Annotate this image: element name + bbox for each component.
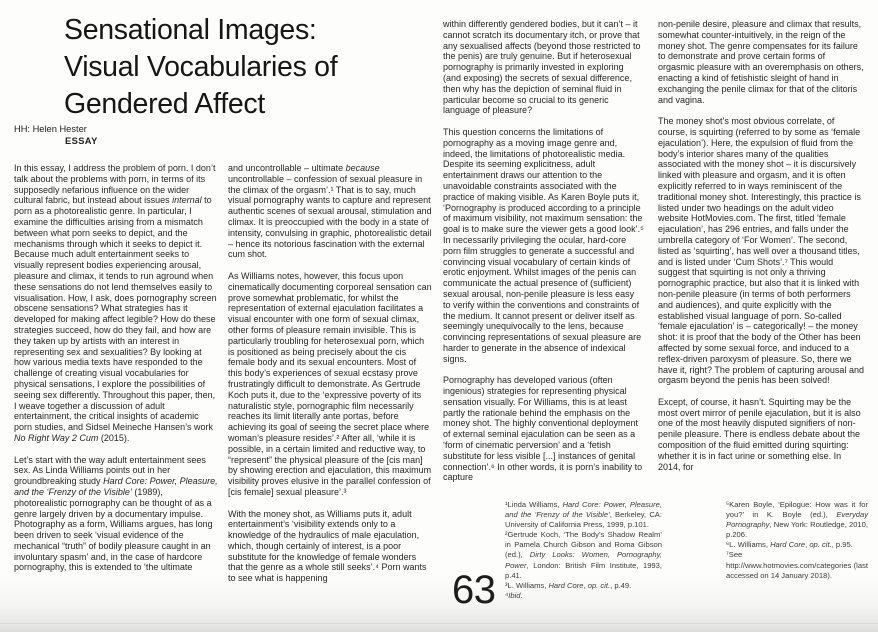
paragraph: As Williams notes, however, this focus upon cinematically documenting corporeal sensation can prove somewhat problematic, for whilst the representation of external ejaculation facilitates a visual encounter with one form of sexual climax, other forms of pleasure remain invisible. This is particularly troubling for heterosexual porn, which is positioned as being precisely about the cis female body and its sexual encounters. Most of this body’s experiences of sexual ecstasy prove frustratingly difficult to demonstrate. As Gertrude Koch puts it, due to the ‘expressive poverty of its naturalistic style, pornographic film necessarily reaches its limit literally ante portas, before achieving its goal of seeing the secret place where woman’s pleasure resides’.² After all, ‘while it is possible, in a certain limited and reductive way, to “represent” the physical pleasure of the [cis man] by showing erection and ejaculation, this maximum visibility proves elusive in the parallel confession of [cis female] sexual pleasure’.³ [228,270,432,497]
footnote: ⁵Karen Boyle, ‘Epilogue: How was it for you?’ in K. Boyle (ed.), Everyday Pornography, New York: Routledge, 2010, p.206. [726,500,868,540]
paragraph: Let’s start with the way adult entertainment sees sex. As Linda Williams points out in her groundbreaking study Hard Core: Power, Pleasure, and the ‘Frenzy of the Visible’ (1989), photorealistic pornography can be thought of as a genre largely driven by a documentary impulse. Photography as a form, Williams argues, has long been driven to seek ‘visual evidence of the mechanical “truth” of bodily pleasure caught in an involuntary spasm’ and, in the case of hardcore pornography, this is extended to ‘the ultimate [14,454,218,573]
page-title [64,12,484,123]
paragraph: non-penile desire, pleasure and climax that results, somewhat counter-intuitively, in the reign of the money shot. The genre compensates for its failure to demonstrate and prove certain forms of orgasmic pleasure with an overemphasis on others, enacting a kind of fetishistic sleight of hand in exchanging the penile climax for that of the clitoris and vagina. [658,19,864,105]
text-column-2 [228,163,432,595]
footnote: ¹Linda Williams, Hard Core: Power, Pleasure, and the ‘Frenzy of the Visible’, Berkeley, CA: University of California Press, 1999, p.101. [505,500,662,530]
paragraph: This question concerns the limitations of pornography as a moving image genre and, indeed, the limitations of photorealistic media. Despite its seeming explicitness, adult entertainment draws our attention to the unavoidable constraints associated with the practice of making visible. As Karen Boyle puts it, ‘Pornography is produced according to a principle of maximum visibility, not maximum sensation: the goal is to make sure the viewer gets a good look’.⁵ In necessarily privileging the ocular, hard-core porn film struggles to generate a successful and convincing visual vocabulary of certain kinds of erotic enjoyment. Whilst images of the penis can communicate the actual presence of (sufficient) sexual arousal, non-penile pleasure is less easy to verify within the conventions and constraints of the medium. It cannot present or deliver itself as seemingly unequivocally to the lens, because convincing representations of sexual pleasure are harder to generate in the absence of indexical signs. [443,126,644,364]
page-number: 63 [452,568,496,612]
footnote: ³L. Williams, Hard Core, op. cit., p.49. [505,580,632,590]
paragraph: The money shot’s most obvious correlate, of course, is squirting (referred to by some as ‘female ejaculation’). Here, the expulsion of fluid from the body’s interior shares many of the qualities associated with the money shot – it is discursively linked with pleasure and orgasm, and it is often explicitly referred to in ways reminiscent of the traditional money shot. Interestingly, this practice is listed under two headings on the adult video website HotMovies.com. The first, titled ‘female ejaculation’, has 296 entries, and falls under the umbrella category of ‘For Women’. The second, listed as ‘squirting’, has well over a thousand titles, and is listed under ‘Cum Shots’.⁷ This would suggest that squirting is not only a thriving pornographic practice, but also that it is linked with non-penile pleasure (in terms of both performers and audiences), and quite explicitly with the established visual language of porn. So-called ‘female ejaculation’ is – categorically! – the money shot: it is proof that the body of the Other has been affected by some sexual force, and induced to a reflex-driven paroxysm of pleasure. So, there we have it, right? The problem of capturing arousal and orgasm beyond the penis has been solved! [658,116,864,386]
footnotes-left [505,500,662,601]
text-column-3 [443,19,644,494]
paragraph: Pornography has developed various (often ingenious) strategies for representing physical sensation visually. For Williams, this is at least partly the rationale behind the emphasis on the money shot. The highly conventional deployment of external seminal ejaculation can be seen as a ‘form of cinematic perversion’ and a ‘fetish substitute for less visible [...] instances of genital connection’.⁶ In other words, it is porn’s inability to capture [443,375,643,483]
title-line-2: Visual Vocabularies of [64,51,338,83]
footnote: ²Gertrude Koch, ‘The Body’s Shadow Realm’ in Pamela Church Gibson and Roma Gibson (ed.), Dirty Looks: Women, Pornography, Power, London: British Film Institute, 1993, p.41. [505,530,662,580]
title-line-1: Sensational Images: [64,14,317,46]
footnote: ⁷See http://www.hotmovies.com/categories (last accessed on 14 January 2018). [726,550,868,580]
paragraph: within differently gendered bodies, but it can’t – it cannot scratch its documentary itch, or prove that any sexualised affects (beyond those restricted to the penis) are truly genuine. But if heterosexual pornography is primarily invested in exploring (and exposing) the secrets of sexual difference, then why has the depiction of seminal fluid in particular become so crucial to its generic language of pleasure? [443,19,641,116]
footnote: ⁶L. Williams, Hard Core, op. cit., p.95. [726,540,853,550]
paragraph: Except, of course, it hasn’t. Squirting may be the most overt mirror of penile ejaculation, but it is also one of the most heavily disputed signifiers of non-penile pleasure. There is endless debate about the composition of the fluid emitted during squirting: whether it is in fact urine or something else. In 2014, for [658,396,861,472]
author-line: HH: Helen Hester [14,124,87,134]
text-column-4 [658,19,864,483]
essay-kicker: ESSAY [65,136,98,146]
text-column-1 [14,163,218,584]
paragraph: With the money shot, as Williams puts it, adult entertainment’s ‘visibility extends only to a knowledge of the hydraulics of male ejaculation, which, though certainly of interest, is a poor substitute for the knowledge of female wonders that the genre as a whole still seeks’.⁴ Porn wants to see what is happening [228,508,427,584]
page-bottom-edge [0,623,878,624]
footnotes-right [726,500,868,581]
paragraph: and uncontrollable – ultimate because uncontrollable – confession of sexual pleasure in the climax of the orgasm’.¹ That is to say, much visual pornography wants to capture and represent authentic scenes of sexual arousal, stimulation and climax. It is preoccupied with the body in a state of intensity, convulsing in graphic, photorealistic detail – hence its notorious fascination with the external cum shot. [228,163,432,260]
title-line-3: Gendered Affect [64,88,265,120]
paragraph: In this essay, I address the problem of porn. I don’t talk about the problems with porn, in terms of its supposedly nefarious influence on the wider cultural fabric, but instead about issues internal to porn as a photorealistic genre. In particular, I examine the difficulties arising from a mismatch between what porn seeks to depict, and the mechanisms through which it seeks to depict it. Because much adult entertainment seeks to visually represent bodies experiencing arousal, pleasure and climax, it tends to run aground when these sensations do not lend themselves easily to visualisation. How, I ask, does pornography screen obscene sensations? What strategies has it developed for making affect legible? How do these strategies succeed, how do they fail, and how are they taken up by artists with an interest in representing sex and sexualities? By looking at how various media texts have responded to the challenge of creating visual vocabularies for physical sensations, I explore the possibilities of seeing sex differently. Throughout this paper, then, I weave together a discussion of adult entertainment, the critical insights of academic porn studies, and Sidsel Meineche Hansen’s work No Right Way 2 Cum (2015). [14,163,217,443]
footnote: ⁴Ibid. [505,590,523,600]
